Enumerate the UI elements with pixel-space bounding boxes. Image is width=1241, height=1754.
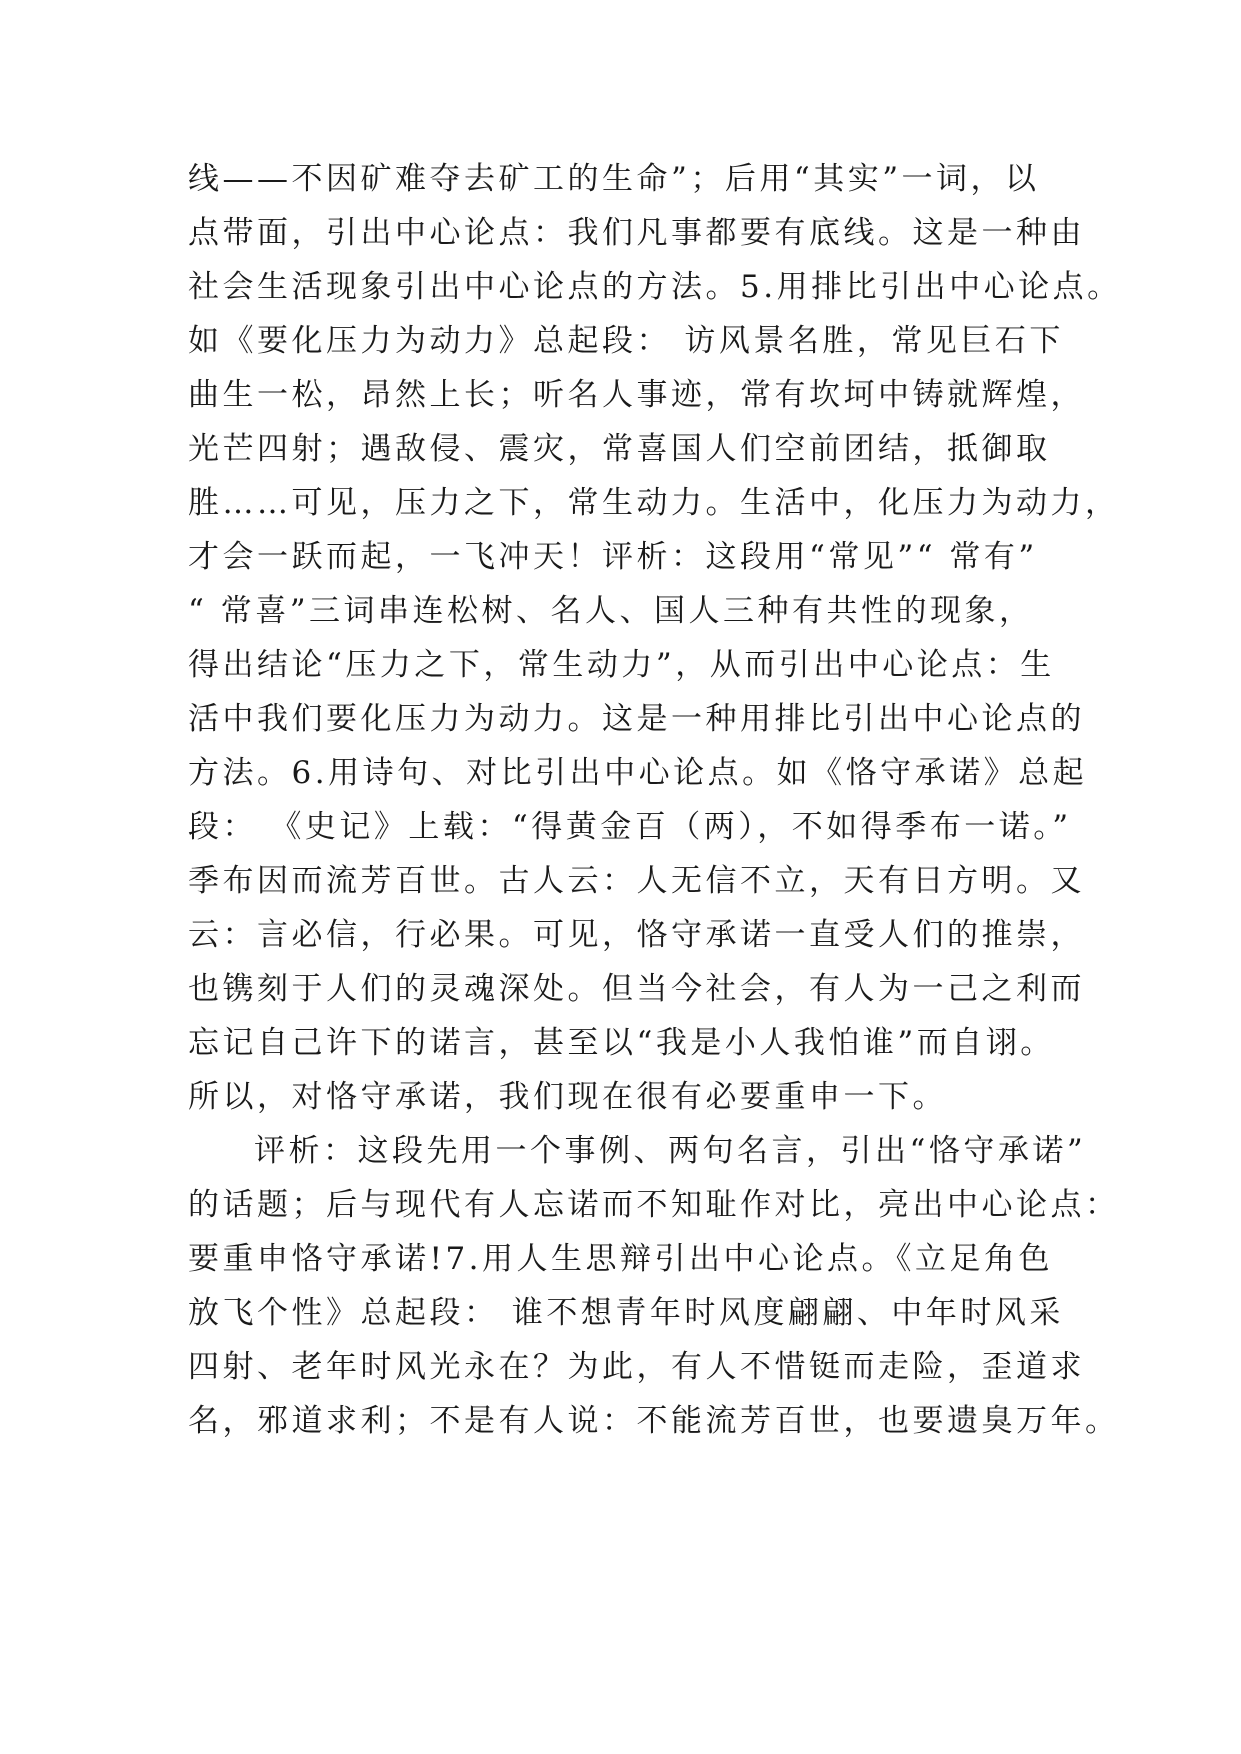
text-line: 云：言必信，行必果。可见，恪守承诺一直受人们的推崇， [188,917,1085,953]
text-line: 线——不因矿难夺去矿工的生命”；后用“其实”一词，以 [188,161,1040,197]
text-line: 评析：这段先用一个事例、两句名言，引出“恪守承诺” [254,1133,1087,1169]
text-line: 点带面，引出中心论点：我们凡事都要有底线。这是一种由 [188,215,1085,251]
body-text [188,152,1122,1448]
text-line: 方法。6.用诗句、对比引出中心论点。如《恪守承诺》总起 [188,755,1088,791]
text-line: 胜……可见，压力之下，常生动力。生活中，化压力为动力， [188,485,1120,521]
text-line: 季布因而流芳百世。古人云：人无信不立，天有日方明。又 [188,863,1085,899]
text-line: 段： 《史记》上载：“得黄金百（两），不如得季布一诺。” [188,809,1072,845]
text-line: 光芒四射；遇敌侵、震灾，常喜国人们空前团结，抵御取 [188,431,1051,467]
text-line: 所以，对恪守承诺，我们现在很有必要重申一下。 [188,1079,947,1115]
text-line: 如《要化压力为动力》总起段： 访风景名胜，常见巨石下 [188,323,1064,359]
text-line: 也镌刻于人们的灵魂深处。但当今社会，有人为一己之利而 [188,971,1085,1007]
text-line: 四射、老年时风光永在？为此，有人不惜铤而走险，歪道求 [188,1349,1085,1385]
text-line: 社会生活现象引出中心论点的方法。5.用排比引出中心论点。 [188,269,1122,305]
text-line: 曲生一松，昂然上长；听名人事迹，常有坎坷中铸就辉煌， [188,377,1085,413]
text-line: 的话题；后与现代有人忘诺而不知耻作对比，亮出中心论点： [188,1187,1120,1223]
text-line: “ 常喜”三词串连松树、名人、国人三种有共性的现象， [188,593,1034,629]
text-line: 活中我们要化压力为动力。这是一种用排比引出中心论点的 [188,701,1085,737]
text-line: 得出结论“压力之下，常生动力”，从而引出中心论点：生 [188,647,1055,683]
text-line: 名，邪道求利；不是有人说：不能流芳百世，也要遗臭万年。 [188,1403,1120,1439]
text-line: 忘记自己许下的诺言，甚至以“我是小人我怕谁”而自诩。 [188,1025,1055,1061]
text-line: 放飞个性》总起段： 谁不想青年时风度翩翩、中年时风采 [188,1295,1064,1331]
text-line: 要重申恪守承诺!7.用人生思辩引出中心论点。《立足角色 [188,1241,1054,1277]
text-line: 才会一跃而起，一飞冲天！评析：这段用“常见”“ 常有” [188,539,1038,575]
